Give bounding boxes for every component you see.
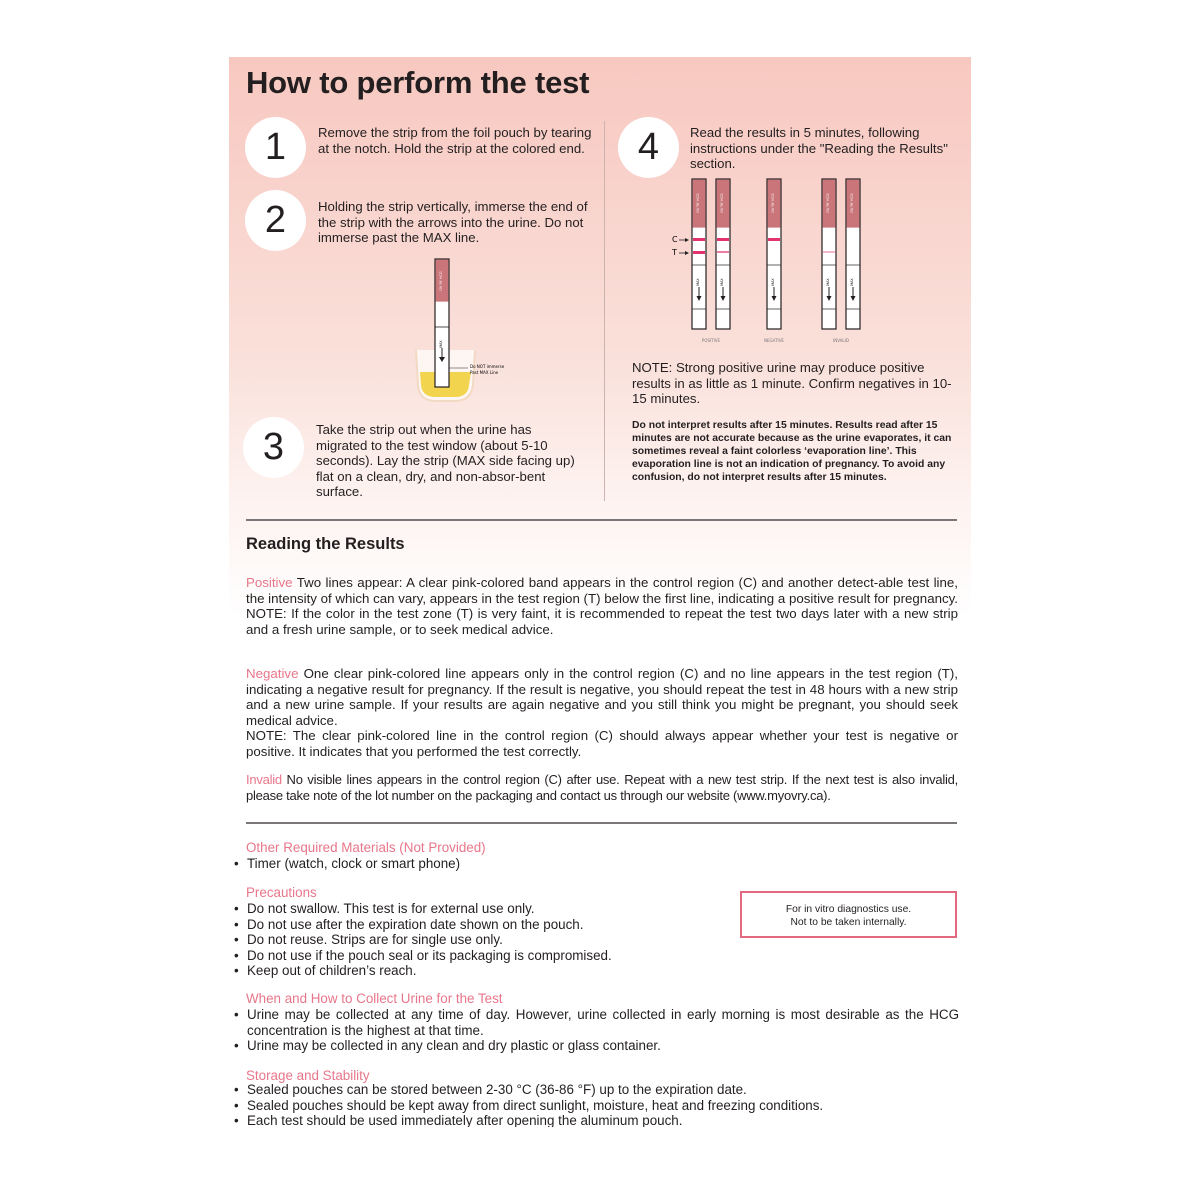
storage-heading: Storage and Stability	[246, 1068, 370, 1083]
immersion-illustration	[409, 255, 539, 405]
list-item: • Urine may be collected in any clean and dry plastic or glass container.	[229, 1038, 959, 1054]
svg-text:OV RY HCG: OV RY HCG	[696, 193, 700, 213]
svg-text:MAX: MAX	[696, 278, 700, 286]
storage-list	[229, 1082, 959, 1127]
column-divider	[604, 121, 605, 501]
invalid-label: Invalid	[246, 772, 282, 787]
list-item: • Do not reuse. Strips are for single use only.	[229, 932, 729, 948]
section-divider-1	[246, 519, 957, 521]
svg-text:OV RY HCG: OV RY HCG	[771, 193, 775, 213]
list-item: • Timer (watch, clock or smart phone)	[229, 856, 949, 872]
list-item: • Sealed pouches should be kept away from direct sunlight, moisture, heat and freezing conditions.	[229, 1098, 959, 1114]
invalid-result-paragraph	[246, 772, 958, 803]
positive-strip-2	[716, 179, 730, 329]
step-1-text: Remove the strip from the foil pouch by tearing at the notch. Hold the strip at the colored end.	[318, 125, 592, 156]
result-label-invalid: INVALID	[833, 338, 849, 343]
list-item: • Each test should be used immediately after opening the aluminum pouch.	[229, 1113, 959, 1127]
invalid-strip-1	[822, 179, 836, 329]
step-2-number: 2	[245, 190, 306, 251]
reading-results-heading: Reading the Results	[246, 535, 405, 553]
result-strips-illustration	[669, 175, 869, 347]
materials-list	[229, 856, 949, 872]
page-title: How to perform the test	[246, 65, 590, 100]
svg-text:MAX: MAX	[720, 278, 724, 286]
svg-text:OV RY HCG: OV RY HCG	[826, 193, 830, 213]
list-item: • Do not use if the pouch seal or its packaging is compromised.	[229, 948, 729, 964]
section-divider-2	[246, 822, 957, 824]
precautions-list	[229, 901, 729, 979]
instruction-sheet	[229, 57, 971, 1127]
immerse-warning-line1: Do NOT immerse	[470, 364, 505, 369]
strip-brand-text: OV RY HCG	[439, 271, 443, 291]
test-marker: T	[672, 248, 677, 257]
list-item: • Do not use after the expiration date shown on the pouch.	[229, 917, 729, 933]
positive-text: Two lines appear: A clear pink-colored band appears in the control region (C) and another detect-able test line, the intensity of which can vary, appears in the test region (T) below the first line, indicating a positive result for pregnancy.	[246, 575, 958, 606]
in-vitro-notice-line1: For in vitro diagnostics use.	[785, 904, 912, 915]
materials-heading: Other Required Materials (Not Provided)	[246, 840, 486, 855]
in-vitro-notice-line2: Not to be taken internally.	[790, 916, 907, 928]
negative-result-paragraph	[246, 666, 958, 760]
result-label-positive: POSITIVE	[701, 338, 721, 343]
step-4-text: Read the results in 5 minutes, following instructions under the "Reading the Results" section.	[690, 125, 948, 171]
precautions-heading: Precautions	[246, 885, 317, 900]
timing-note: NOTE: Strong positive urine may produce positive results in as little as 1 minute. Confirm negatives in 10-15 minutes.	[632, 360, 952, 406]
list-item: • Keep out of children’s reach.	[229, 963, 729, 979]
control-marker: C	[672, 235, 678, 244]
list-item: • Do not swallow. This test is for external use only.	[229, 901, 729, 917]
positive-note: NOTE: If the color in the test zone (T) is very faint, it is recommended to repeat the test two days later with a new strip and a fresh urine sample, or to seek medical advice.	[246, 606, 958, 637]
list-item: • Urine may be collected at any time of day. However, urine collected in early morning is most desirable as the HCG concentration is the highest at that time.	[229, 1007, 959, 1038]
list-item: • Sealed pouches can be stored between 2-30 °C (36-86 °F) up to the expiration date.	[229, 1082, 959, 1098]
step-1-number: 1	[245, 117, 306, 178]
svg-text:OV RY HCG: OV RY HCG	[850, 193, 854, 213]
evaporation-warning: Do not interpret results after 15 minutes. Results read after 15 minutes are not accurate because as the urine evaporates, it can sometimes reveal a faint colorless ‘evaporation line’. This evaporation line is not an indication of pregnancy. To avoid any confusion, do not interpret results after 15 minutes.	[632, 420, 952, 483]
immerse-warning-line2: Past MAX Line	[470, 370, 499, 375]
negative-strip	[767, 179, 781, 329]
result-label-negative: NEGATIVE	[764, 338, 784, 343]
negative-note: NOTE: The clear pink-colored line in the control region (C) should always appear whether your test is negative or positive. It indicates that you performed the test correctly.	[246, 728, 958, 759]
invalid-strip-2	[846, 179, 860, 329]
positive-label: Positive	[246, 575, 293, 590]
negative-text: One clear pink-colored line appears only in the control region (C) and no line appears in the test region (T), indicating a negative result for pregnancy. If the result is negative, you should repeat the test in 48 hours with a new strip and a new urine sample. If your results are again negative and you still think you might be pregnant, you should seek medical advice.	[246, 666, 958, 728]
max-label: MAX	[439, 340, 443, 348]
in-vitro-notice-box	[740, 891, 957, 938]
svg-text:MAX: MAX	[771, 278, 775, 286]
svg-text:OV RY HCG: OV RY HCG	[720, 193, 724, 213]
step-3-number: 3	[243, 417, 304, 478]
collect-heading: When and How to Collect Urine for the Test	[246, 991, 503, 1006]
invalid-text: No visible lines appears in the control region (C) after use. Repeat with a new test strip. If the next test is also invalid, please take note of the lot number on the packaging and contact us through our website (www.myovry.ca).	[246, 772, 958, 803]
step-4-number: 4	[618, 117, 679, 178]
positive-result-paragraph	[246, 575, 958, 637]
negative-label: Negative	[246, 666, 299, 681]
positive-strip-1	[692, 179, 706, 329]
step-3-text: Take the strip out when the urine has migrated to the test window (about 5-10 seconds). Lay the strip (MAX side facing up) flat on a clean, dry, and non-absor-bent surface.	[316, 422, 575, 499]
step-2-text: Holding the strip vertically, immerse the end of the strip with the arrows into the urine. Do not immerse past the MAX line.	[318, 199, 588, 245]
svg-text:MAX: MAX	[826, 278, 830, 286]
collect-list	[229, 1007, 959, 1054]
svg-text:MAX: MAX	[850, 278, 854, 286]
